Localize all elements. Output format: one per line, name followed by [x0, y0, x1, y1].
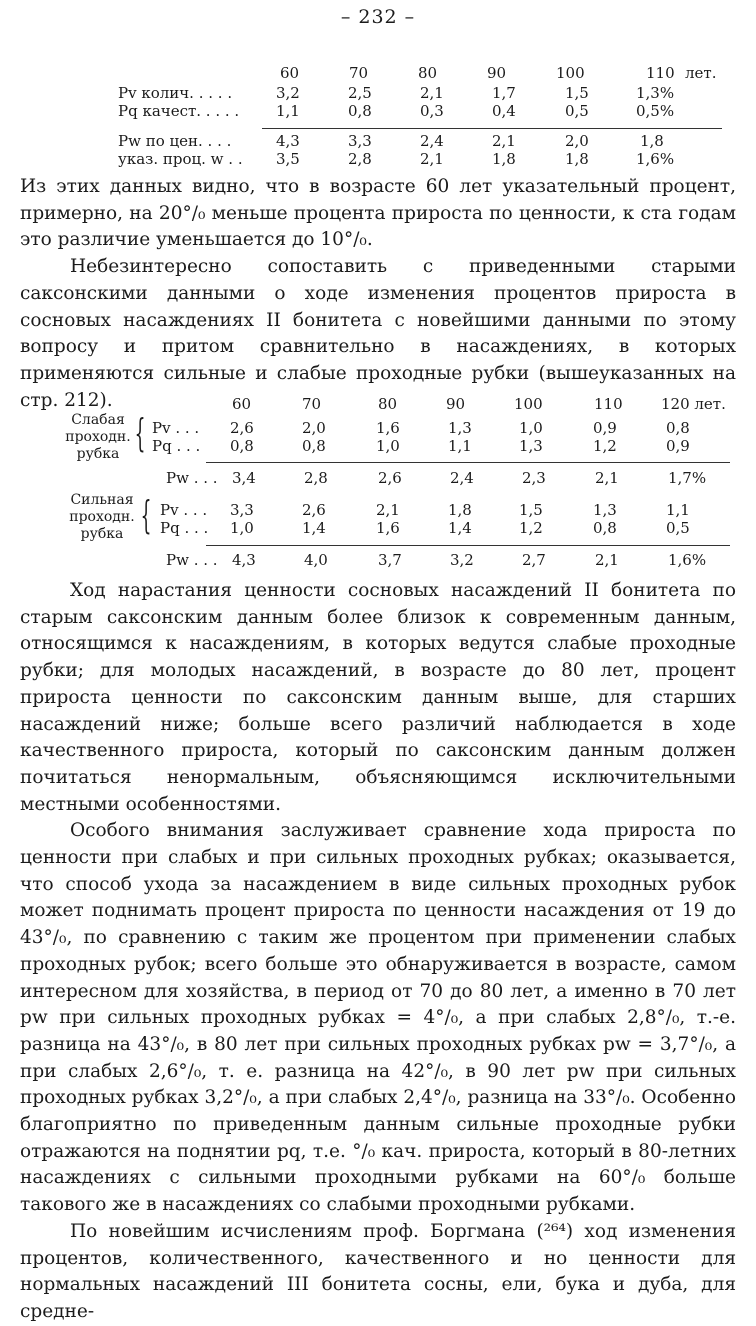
t1-cell: 1,8	[492, 150, 516, 168]
t1-cell: 2,1	[420, 150, 444, 168]
brace-icon: {	[140, 493, 152, 537]
t1-cell: 1,5	[565, 84, 589, 102]
t2-row-label: Pq . . .	[160, 519, 209, 537]
t2-cell: 0,9	[666, 437, 690, 455]
t1-header-60: 60	[280, 64, 300, 82]
t1-row-label: Pw по цен. . . .	[118, 132, 232, 150]
t2-cell: 1,0	[376, 437, 400, 455]
t1-header-110: 110	[646, 64, 675, 82]
t2-cell: 3,3	[230, 501, 254, 519]
t2-cell: 0,9	[593, 419, 617, 437]
t2-cell: 2,6	[378, 469, 402, 487]
t2-cell: 1,3	[593, 501, 617, 519]
t2-row-label: Pq . . .	[152, 437, 201, 455]
t1-row-label: Pq качест. . . . .	[118, 102, 240, 120]
t2-cell: 1,7%	[668, 469, 707, 487]
group-name-line: проходн.	[69, 509, 135, 525]
t1-cell: 0,5	[565, 102, 589, 120]
t2-cell: 2,7	[522, 551, 546, 569]
t1-cell: 2,1	[420, 84, 444, 102]
t2-cell: 2,8	[304, 469, 328, 487]
t1-cell: 4,3	[276, 132, 300, 150]
t2-header-70: 70	[302, 395, 322, 413]
table-thinning-comparison	[0, 392, 756, 572]
t2-cell: 2,1	[376, 501, 400, 519]
t2-cell: 3,4	[232, 469, 256, 487]
t2-header-100: 100	[514, 395, 543, 413]
paragraph: По новейшим исчислениям проф. Боргмана (²⁶⁴) ход изменения процентов, количественного, качественного и но ценности для нормальных насаждений III бонитета сосны, ели, бука и дуба, для средне-	[20, 1220, 736, 1322]
paragraph: Небезинтересно сопоставить с приведенными старыми саксонскими данными о ходе изменения процентов прироста в сосновых насаждениях II бонитета с новейшими данными по этому вопросу и притом сравнительно в насаждениях, в которых применяются сильные и слабые проходные рубки (вышеуказанных на стр. 212).	[20, 256, 736, 411]
page-number: – 232 –	[340, 6, 416, 28]
t2-cell: 1,0	[519, 419, 543, 437]
t1-cell: 0,3	[420, 102, 444, 120]
t1-sum-rule	[262, 128, 722, 129]
t1-cell: 0,5%	[636, 102, 675, 120]
paragraph: Ход нарастания ценности сосновых насаждений II бонитета по старым саксонским данным более близок к современным данным, относящимся к насаждениям, в которых ведутся слабые проходные рубки; для молодых насаждений, в возрасте до 80 лет, процент прироста ценности по саксонским данным выше, для старших насаждений ниже; больше всего различий наблюдается в ходе качественного прироста, который по саксонским данным должен почитаться ненормальным, объясняющимся исключительными местными особенностями.	[20, 580, 736, 815]
t2-cell: 0,8	[593, 519, 617, 537]
t2-cell: 1,4	[302, 519, 326, 537]
t1-cell: 3,2	[276, 84, 300, 102]
t2-cell: 2,3	[522, 469, 546, 487]
t1-cell: 2,5	[348, 84, 372, 102]
group-name-line: рубка	[80, 526, 124, 542]
t2-cell: 1,3	[448, 419, 472, 437]
t2-row-label: Pw . . .	[166, 551, 218, 569]
t2-cell: 2,1	[595, 469, 619, 487]
t2-cell: 3,7	[378, 551, 402, 569]
t2-cell: 1,6	[376, 419, 400, 437]
t2-cell: 1,0	[230, 519, 254, 537]
t2-sum-rule	[206, 545, 730, 546]
t2-row-label: Pw . . .	[166, 469, 218, 487]
t1-cell: 0,4	[492, 102, 516, 120]
table-increment-by-age	[0, 60, 756, 170]
group-name-line: Сильная	[70, 492, 134, 508]
t2-cell: 1,6%	[668, 551, 707, 569]
t1-cell: 2,4	[420, 132, 444, 150]
t2-cell: 3,2	[450, 551, 474, 569]
t2-cell: 2,1	[595, 551, 619, 569]
t2-cell: 1,1	[448, 437, 472, 455]
t2-cell: 4,3	[232, 551, 256, 569]
t2-row-label: Pv . . .	[152, 419, 200, 437]
text-block-upper	[20, 174, 736, 414]
t2-cell: 1,2	[519, 519, 543, 537]
text-block-lower	[20, 578, 736, 1326]
t1-cell: 1,1	[276, 102, 300, 120]
t2-cell: 1,6	[376, 519, 400, 537]
t2-cell: 2,0	[302, 419, 326, 437]
brace-icon: {	[134, 411, 146, 455]
t2-header-120: 120 лет.	[661, 395, 726, 413]
t2-header-110: 110	[594, 395, 623, 413]
t2-sum-rule	[206, 462, 730, 463]
t1-header-80: 80	[418, 64, 438, 82]
t1-cell: 3,3	[348, 132, 372, 150]
group-name-line: Слабая	[71, 412, 125, 428]
group-weak-thinning	[58, 412, 138, 463]
t1-row-label: указ. проц. w . .	[118, 150, 243, 168]
t2-cell: 1,2	[593, 437, 617, 455]
t1-header-100: 100	[556, 64, 585, 82]
t1-header-70: 70	[349, 64, 369, 82]
t2-row-label: Pv . . .	[160, 501, 208, 519]
t2-cell: 1,1	[666, 501, 690, 519]
t2-header-80: 80	[378, 395, 398, 413]
t1-cell: 1,8	[640, 132, 664, 150]
t1-cell: 1,3%	[636, 84, 675, 102]
t2-cell: 1,4	[448, 519, 472, 537]
paragraph: Особого внимания заслуживает сравнение хода прироста по ценности при слабых и при сильных проходных рубках; оказывается, что способ ухода за насаждением в виде сильных проходных рубок может поднимать процент прироста по ценности насаждения от 19 до 43°/₀, по сравнению с таким же процентом при применении слабых проходных рубок; всего больше это обнаруживается в возрасте, самом интересном для хозяйства, в период от 70 до 80 лет, а именно в 70 лет pw при сильных проходных рубках = 4°/₀, а при слабых 2,8°/₀, т.-е. разница на 43°/₀, в 80 лет при сильных проходных рубках pw = 3,7°/₀, а при слабых 2,6°/₀, т. е. разница на 42°/₀, в 90 лет pw при сильных проходных рубках 3,2°/₀, а при слабых 2,4°/₀, разница на 33°/₀. Особенно благоприятно по приведенным данным сильные проходные рубки отражаются на поднятии pq, т.е. °/₀ кач. прироста, который в 80-летних насаждениях с сильными проходными рубками на 60°/₀ больше такового же в насаждениях со слабыми проходными рубками.	[20, 820, 736, 1216]
t2-cell: 1,3	[519, 437, 543, 455]
t2-cell: 1,8	[448, 501, 472, 519]
group-name-line: рубка	[76, 446, 120, 462]
t2-cell: 0,8	[230, 437, 254, 455]
paragraph: Из этих данных видно, что в возрасте 60 лет указательный процент, примерно, на 20°/₀ меньше процента прироста по ценности, к ста годам это различие уменьшается до 10°/₀.	[20, 176, 736, 251]
t1-cell: 2,8	[348, 150, 372, 168]
group-name-line: проходн.	[65, 429, 131, 445]
t1-cell: 3,5	[276, 150, 300, 168]
t2-cell: 0,8	[666, 419, 690, 437]
t2-cell: 0,8	[302, 437, 326, 455]
t2-cell: 1,5	[519, 501, 543, 519]
t2-header-90: 90	[446, 395, 466, 413]
t1-cell: 2,0	[565, 132, 589, 150]
t1-cell: 2,1	[492, 132, 516, 150]
t2-cell: 2,6	[302, 501, 326, 519]
t2-header-60: 60	[232, 395, 252, 413]
t1-cell: 0,8	[348, 102, 372, 120]
t1-header-unit: лет.	[685, 64, 717, 82]
group-strong-thinning	[62, 492, 142, 543]
t1-cell: 1,6%	[636, 150, 675, 168]
t2-cell: 2,6	[230, 419, 254, 437]
t1-row-label: Pv колич. . . . .	[118, 84, 233, 102]
t2-cell: 2,4	[450, 469, 474, 487]
t1-header-90: 90	[487, 64, 507, 82]
t1-cell: 1,7	[492, 84, 516, 102]
t1-cell: 1,8	[565, 150, 589, 168]
t2-cell: 4,0	[304, 551, 328, 569]
t2-cell: 0,5	[666, 519, 690, 537]
